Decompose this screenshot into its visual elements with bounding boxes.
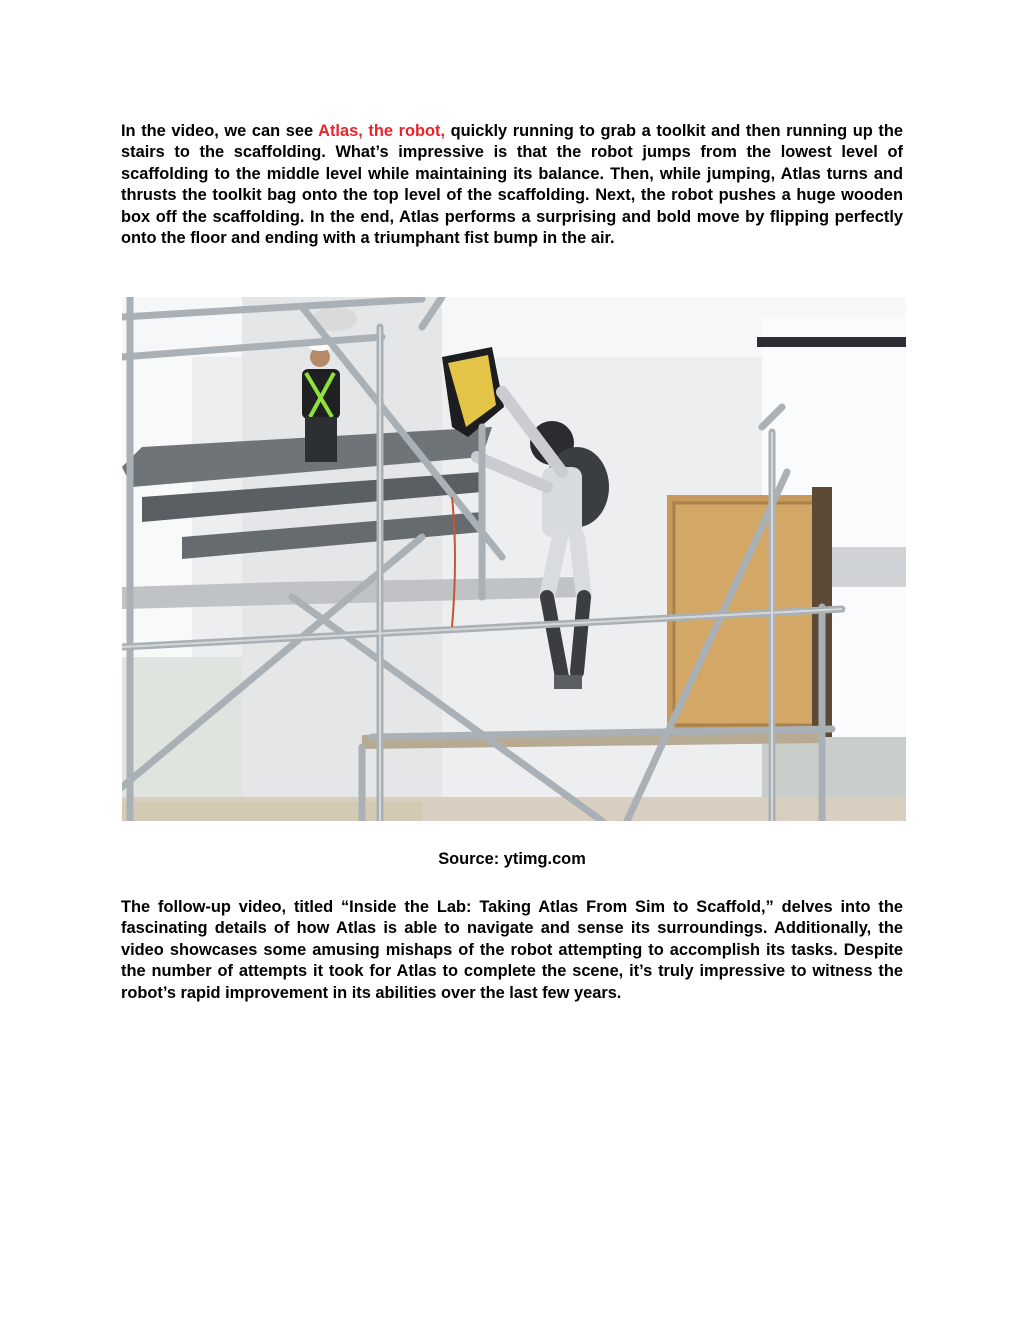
atlas-scaffold-photo xyxy=(122,297,906,821)
intro-paragraph xyxy=(121,121,903,249)
followup-paragraph: The follow-up video, titled “Inside the Lab: Taking Atlas From Sim to Scaffold,” delves into the fascinating details of how Atlas is able to navigate and sense its surroundings. Additionally, the video showcases some amusing mishaps of the robot attempting to accomplish its tasks. Despite the number of attempts it took for Atlas to complete the scene, it’s truly impressive to witness the robot’s rapid improvement in its abilities over the last few years. xyxy=(121,898,903,1002)
atlas-highlight-text: Atlas, the robot, xyxy=(318,122,446,140)
intro-text-rest: quickly running to grab a toolkit and then running up the stairs to the scaffolding. What’s impressive is that the robot jumps from the lowest level of scaffolding to the middle level while maintaining its balance. Then, while jumping, Atlas turns and thrusts the toolkit bag onto the top level of the scaffolding. Next, the robot pushes a huge wooden box off the scaffolding. In the end, Atlas performs a surprising and bold move by flipping perfectly onto the floor and ending with a triumphant fist bump in the air. xyxy=(121,122,903,248)
intro-text-start: In the video, we can see xyxy=(121,122,319,140)
image-caption: Source: ytimg.com xyxy=(438,850,586,868)
